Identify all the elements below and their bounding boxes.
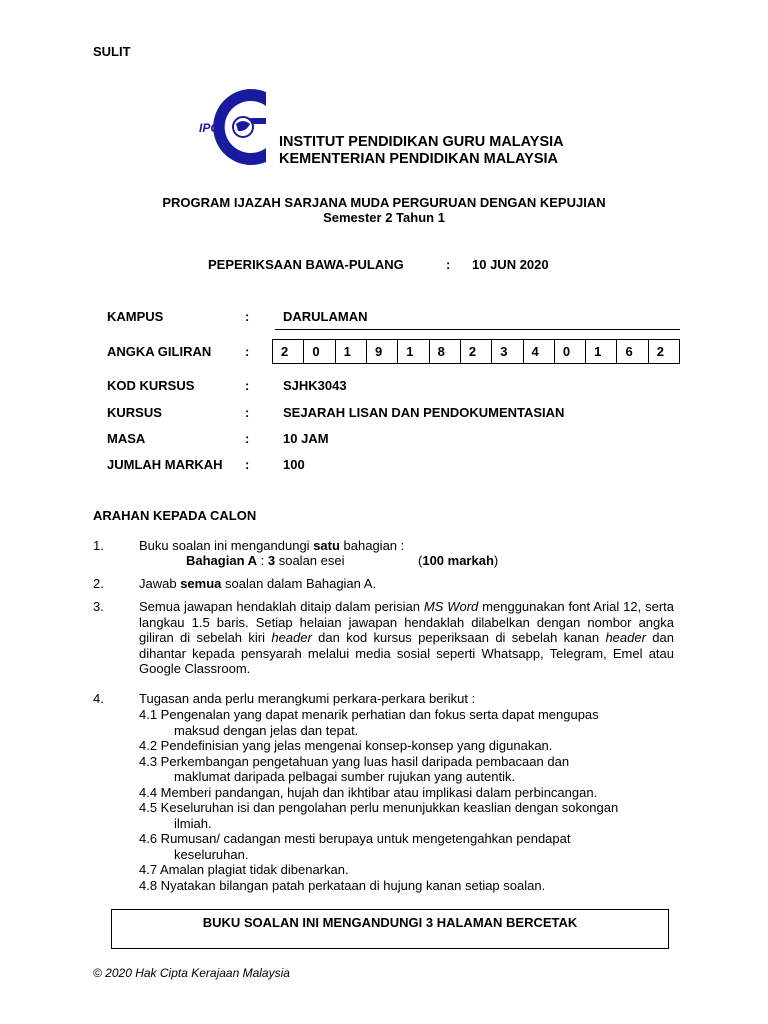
instruction-1-detail bbox=[186, 553, 345, 569]
kampus-value: DARULAMAN bbox=[283, 309, 368, 324]
sub-item-4-5-cont: ilmiah. bbox=[174, 815, 212, 831]
markah-label: JUMLAH MARKAH bbox=[107, 457, 223, 472]
angka-digit: 2 bbox=[273, 340, 304, 363]
kampus-colon: : bbox=[245, 309, 250, 324]
angka-digit: 1 bbox=[336, 340, 367, 363]
kursus-value: SEJARAH LISAN DAN PENDOKUMENTASIAN bbox=[283, 405, 565, 420]
paren: ( bbox=[418, 553, 423, 568]
angka-digit: 4 bbox=[524, 340, 555, 363]
angka-digit: 2 bbox=[656, 344, 664, 359]
exam-label: PEPERIKSAAN BAWA-PULANG bbox=[208, 257, 404, 272]
item-number: 3. bbox=[93, 599, 104, 614]
ipg-logo bbox=[196, 88, 270, 166]
kursus-label: KURSUS bbox=[107, 405, 162, 420]
item-number: 1. bbox=[93, 538, 104, 553]
markah-colon: : bbox=[245, 457, 250, 472]
sub-item-4-1-cont: maksud dengan jelas dan tepat. bbox=[174, 722, 359, 738]
angka-digit: 0 bbox=[555, 340, 586, 363]
sub-item-4-8: 4.8 Nyatakan bilangan patah perkataan di hujung kanan setiap soalan. bbox=[139, 877, 546, 893]
angka-digit: 0 bbox=[304, 340, 335, 363]
kod-value: SJHK3043 bbox=[283, 378, 347, 393]
instruction-bold: semua bbox=[180, 576, 222, 591]
instruction-text: bahagian : bbox=[339, 538, 405, 553]
instruction-1 bbox=[139, 538, 404, 554]
bahagian-label: Bahagian A bbox=[186, 553, 258, 568]
masa-label: MASA bbox=[107, 431, 146, 446]
instruction-text: soalan esei bbox=[275, 553, 345, 568]
kampus-underline bbox=[275, 329, 680, 330]
sub-item-4-6: 4.6 Rumusan/ cadangan mesti berupaya untuk mengetengahkan pendapat bbox=[139, 831, 571, 846]
instruction-text: dan dihantar kepada pensyarah melalui media sosial seperti Whatsapp, Telegram, Emel atau Google Classroom. bbox=[139, 630, 674, 676]
header-word: header bbox=[271, 630, 312, 645]
copyright: © 2020 Hak Cipta Kerajaan Malaysia bbox=[93, 966, 290, 980]
sulit-label: SULIT bbox=[93, 44, 131, 59]
program-title: PROGRAM IJAZAH SARJANA MUDA PERGURUAN DENGAN KEPUJIAN bbox=[162, 195, 606, 210]
sub-item-4-7: 4.7 Amalan plagiat tidak dibenarkan. bbox=[139, 862, 349, 877]
sub-item-4-3: 4.3 Perkembangan pengetahuan yang luas hasil daripada pembacaan dan bbox=[139, 753, 570, 769]
angka-digit: 9 bbox=[367, 340, 398, 363]
logo-text: IPG bbox=[199, 121, 220, 135]
kod-colon: : bbox=[245, 378, 250, 393]
item-number: 4. bbox=[93, 691, 104, 706]
kampus-label: KAMPUS bbox=[107, 309, 164, 324]
angka-giliran-box bbox=[272, 339, 680, 364]
masa-colon: : bbox=[245, 431, 250, 446]
instruction-text: dan kod kursus peperiksaan di sebelah kanan bbox=[311, 630, 606, 645]
sub-item-4-6-cont: keseluruhan. bbox=[174, 846, 249, 862]
instruction-3 bbox=[139, 599, 674, 677]
instruction-text: Semua jawapan hendaklah ditaip dalam perisian bbox=[139, 599, 424, 614]
angka-digit: 2 bbox=[461, 340, 492, 363]
sub-item-4-2: 4.2 Pendefinisian yang jelas mengenai konsep-konsep yang digunakan. bbox=[139, 738, 553, 753]
markah-value: 100 bbox=[283, 457, 305, 472]
header-word: header bbox=[605, 630, 646, 645]
page-count-box: BUKU SOALAN INI MENGANDUNGI 3 HALAMAN BERCETAK bbox=[111, 909, 669, 949]
angka-digit: 8 bbox=[430, 340, 461, 363]
instruction-bold: satu bbox=[313, 538, 340, 553]
sub-item-4-1: 4.1 Pengenalan yang dapat menarik perhatian dan fokus serta dapat mengupas bbox=[139, 707, 599, 722]
soalan-count: 3 bbox=[267, 553, 276, 568]
kod-label: KOD KURSUS bbox=[107, 378, 195, 393]
ms-word: MS Word bbox=[423, 599, 479, 614]
exam-date: 10 JUN 2020 bbox=[472, 257, 549, 272]
item-number: 2. bbox=[93, 576, 104, 591]
instruction-text: Buku soalan ini mengandungi bbox=[139, 538, 314, 553]
instruction-text: : bbox=[257, 553, 268, 568]
sub-item-4-4: 4.4 Memberi pandangan, hujah dan ikhtibar atau implikasi dalam perbincangan. bbox=[139, 784, 598, 800]
marks-value: 100 markah bbox=[422, 553, 494, 568]
instruction-2 bbox=[139, 576, 376, 592]
angka-digit: 1 bbox=[586, 340, 617, 363]
institute-line-2: KEMENTERIAN PENDIDIKAN MALAYSIA bbox=[279, 151, 559, 167]
angka-colon: : bbox=[245, 344, 250, 359]
semester: Semester 2 Tahun 1 bbox=[323, 210, 445, 225]
exam-colon: : bbox=[446, 257, 451, 272]
sub-item-4-3-cont: maklumat daripada pelbagai sumber rujukan yang autentik. bbox=[174, 769, 516, 784]
institute-name bbox=[279, 134, 564, 168]
sub-item-4-5: 4.5 Keseluruhan isi dan pengolahan perlu menunjukkan keaslian dengan sokongan bbox=[139, 800, 619, 815]
kursus-colon: : bbox=[245, 405, 250, 420]
instruction-text: Jawab bbox=[139, 576, 181, 591]
marks-note bbox=[418, 553, 498, 569]
sub-items bbox=[139, 707, 674, 893]
arahan-title: ARAHAN KEPADA CALON bbox=[93, 508, 257, 523]
angka-label: ANGKA GILIRAN bbox=[107, 344, 212, 359]
instruction-4: Tugasan anda perlu merangkumi perkara-perkara berikut : bbox=[139, 691, 476, 706]
angka-digit: 1 bbox=[398, 340, 429, 363]
institute-line-1: INSTITUT PENDIDIKAN GURU MALAYSIA bbox=[279, 134, 564, 150]
angka-digit: 6 bbox=[617, 340, 648, 363]
angka-digit: 3 bbox=[492, 340, 523, 363]
instruction-text: menggunakan font Arial 12, serta langkau 1.5 baris. Setiap helaian jawapan hendaklah dilabelkan dengan nombor angka giliran di sebelah kiri bbox=[139, 599, 675, 645]
paren: ) bbox=[493, 553, 499, 568]
instruction-text: soalan dalam Bahagian A. bbox=[221, 576, 377, 591]
masa-value: 10 JAM bbox=[283, 431, 329, 446]
